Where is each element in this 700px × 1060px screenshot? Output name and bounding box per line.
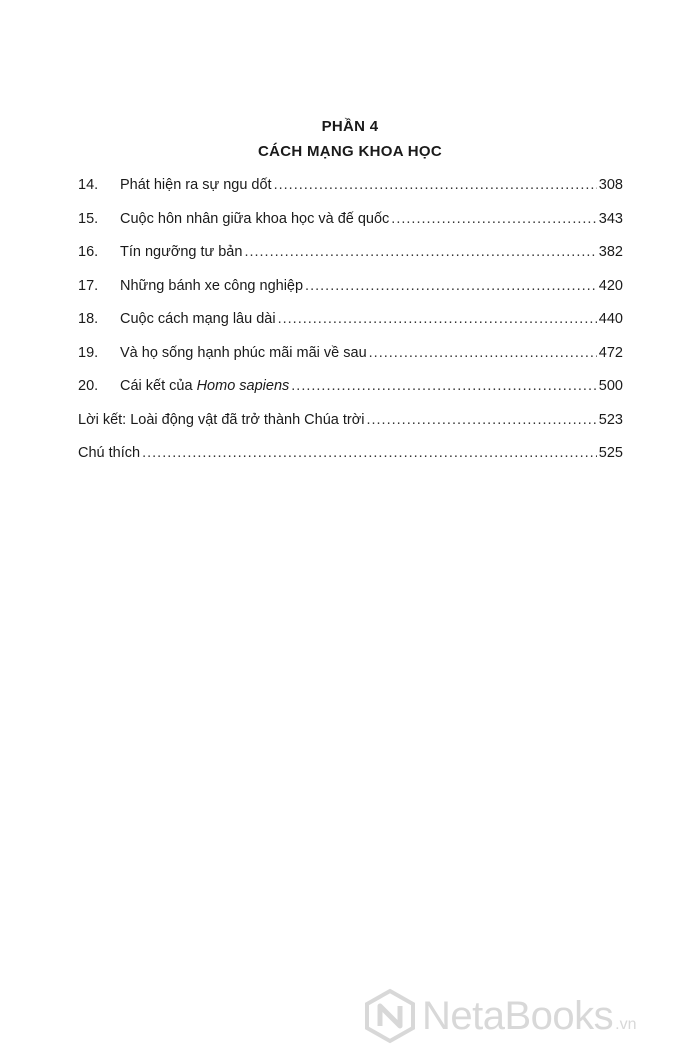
toc-page-number: 308 (598, 177, 623, 193)
toc-leader-dots (142, 445, 597, 461)
toc-number: 19. (78, 344, 99, 361)
toc-title-text: Cái kết của (120, 378, 197, 394)
toc-entry-epilogue[interactable] (78, 412, 623, 446)
watermark (362, 988, 637, 1044)
toc-leader-dots (278, 311, 597, 327)
toc-leader-dots (369, 345, 597, 361)
toc-title: Tín ngưỡng tư bản (120, 244, 243, 260)
part-title: PHẦN 4 (321, 118, 379, 135)
toc-title: Cuộc cách mạng lâu dài (120, 311, 276, 327)
table-of-contents (78, 177, 623, 479)
toc-leader-dots (391, 211, 597, 227)
toc-entry-18[interactable] (78, 311, 623, 345)
toc-title: Chú thích (78, 445, 141, 461)
toc-title: Cuộc hôn nhân giữa khoa học và đế quốc (120, 210, 390, 227)
toc-title (120, 378, 289, 394)
toc-page-number: 440 (598, 311, 623, 327)
toc-title: Những bánh xe công nghiệp (120, 277, 304, 294)
toc-entry-20[interactable] (78, 378, 623, 412)
toc-number: 16. (78, 244, 99, 260)
toc-page-number: 523 (598, 411, 623, 428)
toc-number: 17. (78, 277, 99, 294)
watermark-suffix: .vn (615, 1016, 637, 1033)
toc-page-number: 500 (598, 378, 623, 394)
toc-page-number: 382 (598, 244, 623, 260)
toc-title: Và họ sống hạnh phúc mãi mãi về sau (120, 344, 367, 361)
toc-number: 18. (78, 311, 99, 327)
toc-entry-17[interactable] (78, 278, 623, 312)
toc-number: 14. (78, 177, 99, 193)
toc-number: 15. (78, 210, 99, 227)
toc-leader-dots (274, 177, 597, 193)
toc-entry-19[interactable] (78, 345, 623, 379)
toc-title: Phát hiện ra sự ngu dốt (120, 177, 272, 193)
toc-leader-dots (305, 278, 597, 294)
toc-page-number: 472 (598, 344, 623, 361)
toc-number: 20. (78, 378, 99, 394)
toc-page-number: 343 (598, 210, 623, 227)
toc-page-number: 420 (598, 277, 623, 294)
toc-entry-15[interactable] (78, 211, 623, 245)
toc-leader-dots (244, 244, 596, 260)
toc-leader-dots (366, 412, 596, 428)
toc-entry-notes[interactable] (78, 445, 623, 479)
part-subtitle: CÁCH MẠNG KHOA HỌC (257, 143, 442, 160)
toc-title: Lời kết: Loài động vật đã trở thành Chúa trời (78, 411, 365, 428)
netabooks-logo-icon (362, 988, 418, 1044)
watermark-brand: NetaBooks (422, 993, 614, 1038)
toc-leader-dots (291, 378, 597, 394)
toc-page-number: 525 (598, 445, 623, 461)
toc-title-italic: Homo sapiens (196, 378, 290, 394)
toc-entry-14[interactable] (78, 177, 623, 211)
toc-entry-16[interactable] (78, 244, 623, 278)
